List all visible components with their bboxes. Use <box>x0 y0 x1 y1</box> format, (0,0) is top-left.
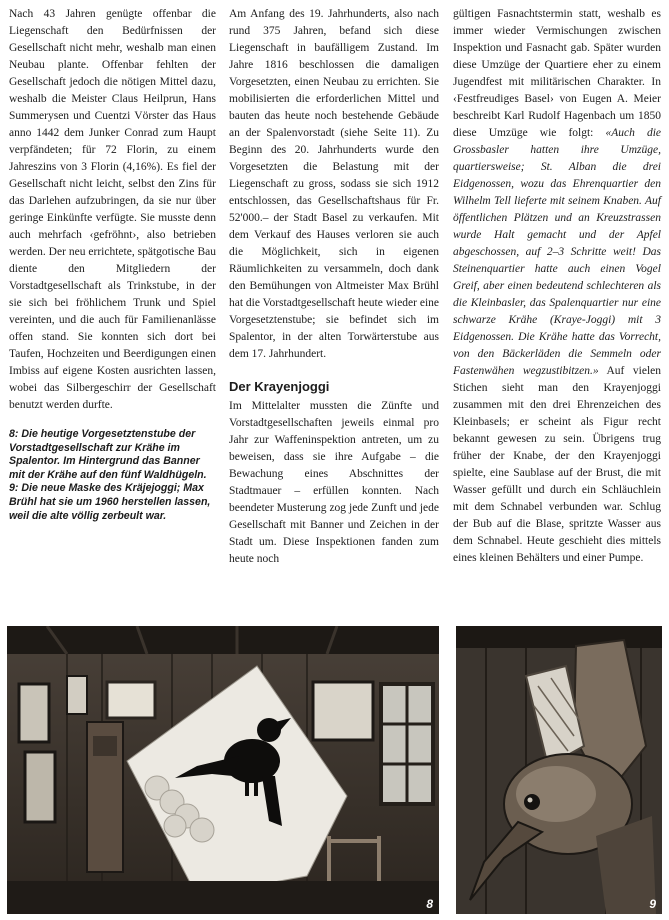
photo-kraejejoggi-mask <box>456 626 662 914</box>
mask-eye-icon <box>524 794 540 810</box>
photo-mask-illustration <box>456 626 662 914</box>
body-paragraph: Am Anfang des 19. Jahrhunderts, also nach rund 375 Jahren, befand sich diese Liegenschaft in baufälligem Zustand. Im Jahre 1816 beschlossen die damaligen Vorgesetzten, einen Neubau zu errichten. Sie mobilisierten die erforderlichen Mittel und bauten das heute noch bestehende Gebäude an der Spalenvorstadt (siehe Seite 11). Zu Beginn des 20. Jahrhunderts wurde den Vorgesetzten die Belastung mit der Liegenschaft zu gross, sodass sie sich 1912 entschlossen, das Gesellschaftshaus für Fr. 52'000.– der Stadt Basel zu verkaufen. Mit dem Verkauf des Hauses verloren sie auch die Möglichkeit, sich in eigenen Räumlichkeiten zu versammeln, doch dank den Bemühungen von Altmeister Max Brühl hat die Vorstadtgesellschaft heute wieder eine Vorgesetztenstube; sie befindet sich im Spalentor, in der alten Torwärterstube aus dem 17. Jahrhundert. <box>229 8 440 360</box>
photo-caption-8: 8: Die heutige Vorgesetztenstube der Vorstadtgesellschaft zur Krähe im Spalentor. Im Hintergrund das Banner mit der Krähe auf den fünf Waldhügeln. <box>9 428 207 481</box>
body-paragraph <box>453 6 661 567</box>
paragraph-intro: gültigen Fasnachtstermin statt, weshalb es immer wieder Vermischungen zwischen Inspektion und Fasnacht gab. Später wurden diese Umzüge der Quartiere eher zu einem Jugendfest mit militärischen Charakter. In ‹Festfreudiges Basel› von Eugen A. Meier beschreibt Karl Rudolf Hagenbach um 1850 diese Umzüge wie folgt: <box>453 8 661 139</box>
photo-number-8: 8 <box>426 897 433 911</box>
text-column-1 <box>9 6 216 523</box>
historical-quote: «Auch die Grossbasler hatten ihre Umzüge, quartiersweise; St. Alban die drei Eidgenossen, wozu das Ehrenquartier den Wilhelm Tell lieferte mit seinem Knaben. Auf öffentlichen Plätzen und an Kreuzstrassen wurde Halt gemacht und der Apfel abgeschossen, auf 2–3 Schritte weit! Das Steinenquartier hatte auch einen Vogel Greif, aber einen bedeutend schlechteren als die Kleinbasler, das Spalenquartier nur eine schwarze Krähe (Kraye-Joggi) mit 3 Eidgenossen. Die Krähe hatte das Vorrecht, von den Bäckerläden die Semmeln oder Fastenwähen wegzustibitzen.» <box>453 127 662 377</box>
photo-number-9: 9 <box>649 897 656 911</box>
body-paragraph: Im Mittelalter mussten die Zünfte und Vorstadtgesellschaften jeweils einmal pro Jahr zur Waffeninspektion antreten, um zu beweisen, dass sie ihre Aufgabe – die Bewachung eines Abschnittes der Stadtmauer – erfüllen konnten. Nach beendeter Musterung zog jede Zunft und jede Gesellschaft mit Banner und Zeichen in der Stadt um. Diese Inspektionen fanden zum heute noch <box>229 400 439 565</box>
photo-vorgesetztenstube <box>7 626 439 914</box>
paragraph-outro: Auf vielen Stichen sieht man den Krayenjoggi zusammen mit den drei Ehrenzeichen des Kleinbasels; er scheint als Figur recht bekannt gewesen zu sein. Übrigens trug früher der Knabe, der den Krayenjoggi spielte, eine Saublase auf der Brust, die mit Wasser gefüllt und durch ein Schläuchlein mit dem Schnabel verbunden war. Schlug der Bub auf die Blase, spritzte Wasser aus dem Schnabel. Heute geschieht dies mittels eines kleinen Behälters und einer Pumpe. <box>453 365 661 564</box>
text-column-3 <box>453 6 661 567</box>
body-paragraph: Nach 43 Jahren genügte offenbar die Liegenschaft den Bedürfnissen der Gesellschaft nicht mehr, weshalb man einen Neubau plante. Offenbar fehlten der Gesellschaft jedoch die nötigen Mittel dazu, weshalb die Meister Claus Heilprun, Hans Summerysen und Cuentzi Vörster das Haus anno 1442 dem Junker Conrad zum Haupt verpfändeten; für 72 Florin, zu einem Jahreszins von 3 Florin (4,16%). Es fiel der Gesellschaft nicht leicht, selbst den Zins für das Darlehen aufzubringen, da sie nur über geringe Einkünfte verfügte. Sie musste denn auch mehrfach ‹gefröhnt›, also betrieben werden. Der neu errichtete, spätgotische Bau diente den Mitgliedern der Vorstadtgesellschaft als Trinkstube, in der sie sich bei fröhlichem Trunk und Spiel vereinten, und die auch für Familienanlässe offen stand. Sie konnten sich dort bei Taufen, Hochzeiten und Beerdigungen einen Imbiss auf eigene Kosten ausrichten lassen, wobei das Silbergeschirr der Gesellschaft benutzt werden durfte. <box>9 8 216 411</box>
text-column-2 <box>229 6 439 568</box>
photo-caption-9: 9: Die neue Maske des Kräjejoggi; Max Brühl hat sie um 1960 herstellen lassen, weil die alte völlig zerbeult war. <box>9 482 211 522</box>
section-heading: Der Krayenjoggi <box>229 379 330 394</box>
photo-room-illustration <box>7 626 439 914</box>
